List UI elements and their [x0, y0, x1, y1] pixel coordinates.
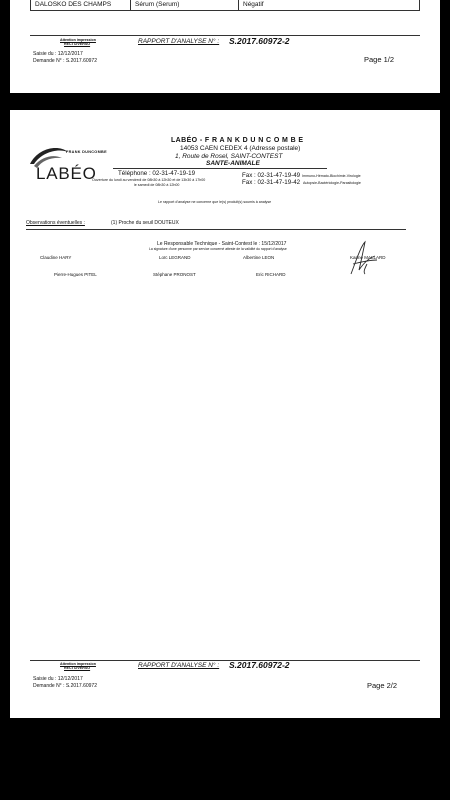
signatory-richard: Eric RICHARD — [256, 272, 286, 277]
request-number: Demande N° : S.2017.60972 — [33, 58, 97, 64]
department-name: SANTE-ANIMALE — [206, 160, 260, 167]
fax-immuno: Fax : 02-31-47-19-49 — [242, 172, 301, 179]
request-number: Demande N° : S.2017.60972 — [33, 683, 97, 689]
print-notice: Attention impression — [60, 662, 96, 666]
fax-immuno-department: Immuno-Hémato-Biochimie-Virologie — [302, 174, 361, 178]
signatory-legrand: Loïc LEGRAND — [159, 255, 191, 260]
fax-autopsie-department: Autopsie-Bactériologie-Parasitologie — [303, 181, 361, 185]
logo-wordmark: LABÉO — [36, 164, 97, 183]
street-address: 1, Route de Rosel, SAINT-CONTEST — [175, 153, 283, 160]
lab-name: LABÉO - F R A N K D U N C O M B E — [171, 137, 304, 144]
observations-divider — [26, 229, 406, 230]
report-number-label: RAPPORT D'ANALYSE N° : — [138, 38, 220, 45]
page-number: Page 1/2 — [364, 55, 395, 64]
signatory-mallard: Karine MALLARD — [350, 255, 386, 260]
postal-address: 14053 CAEN CEDEX 4 (Adresse postale) — [180, 145, 301, 152]
signatory-pitel: Pierre-Hugues PITEL — [54, 272, 97, 277]
analysis-disclaimer: Le rapport d'analyse ne concerne que le(s) produit(s) soumis à analyse — [158, 200, 272, 204]
signatory-leon: Albertine LEON — [243, 255, 275, 260]
sample-type-cell: Sérum (Serum) — [131, 0, 239, 10]
entry-date: Saisie du : 12/12/2017 — [33, 51, 83, 57]
report-number: S.2017.60972-2 — [229, 660, 290, 670]
header-divider — [113, 168, 327, 169]
opening-hours: Ouverture du lundi au vendredi de 08h30 à 12h30 et de 13h30 à 17h00 — [92, 178, 206, 182]
logo-subtitle: FRANK DUNCOMBE — [66, 150, 107, 154]
page-number: Page 2/2 — [367, 681, 398, 690]
report-number: S.2017.60972-2 — [229, 36, 290, 46]
report-page-2 — [10, 110, 440, 718]
telephone: Téléphone : 02-31-47-19-19 — [118, 170, 196, 177]
footer-divider — [30, 660, 420, 661]
result-table-row — [30, 0, 420, 11]
fax-autopsie: Fax : 02-31-47-19-42 — [242, 179, 301, 186]
handwritten-signature — [347, 238, 381, 278]
footer-divider — [30, 35, 420, 36]
signatory-pronost: Stéphane PRONOST — [153, 272, 196, 277]
signatory-hary: Claudine HARY — [40, 255, 72, 260]
observations-label: Observations éventuelles : — [26, 220, 85, 226]
report-page-1 — [10, 0, 440, 93]
animal-name-cell: DALOSKO DES CHAMPS — [31, 0, 131, 10]
report-number-label: RAPPORT D'ANALYSE N° : — [138, 662, 220, 669]
opening-hours-saturday: le samedi de 08h30 à 12h00 — [134, 183, 180, 187]
print-notice: Attention impression — [60, 38, 96, 42]
signature-note: La signature d'une personne par service concerné atteste de la validité du rapport d'analyse — [149, 247, 287, 251]
print-notice-recto-verso: RECTO/VERSO — [64, 42, 91, 46]
observations-value: (1) Proche du seuil DOUTEUX — [111, 220, 179, 226]
entry-date: Saisie du : 12/12/2017 — [33, 676, 83, 682]
technical-manager: Le Responsable Technique - Saint-Contest le : 15/12/2017 — [157, 241, 287, 247]
result-cell: Négatif — [239, 0, 420, 10]
print-notice-recto-verso: RECTO/VERSO — [64, 666, 91, 670]
